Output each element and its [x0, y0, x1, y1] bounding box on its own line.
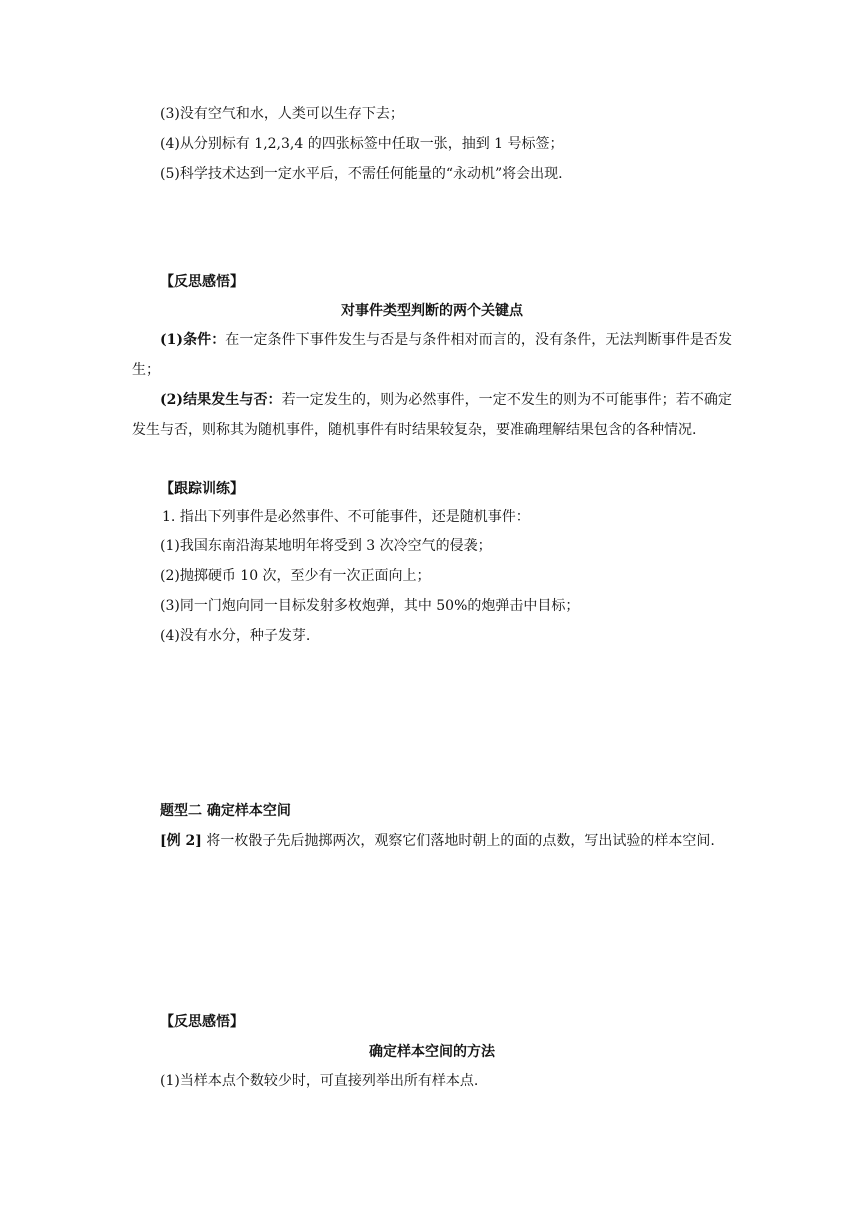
practice-heading: 【跟踪训练】 [160, 481, 244, 497]
reflection-title: 对事件类型判断的两个关键点 [341, 303, 523, 319]
example-label: [例 2] [160, 833, 202, 849]
reflection-point [132, 385, 732, 445]
list-item: (1)我国东南沿海某地明年将受到 3 次冷空气的侵袭； [160, 538, 492, 554]
point-text: 若一定发生的，则为必然事件，一定不发生的则为不可能事件；若不确定发生与否，则称其为随机事件，随机事件有时结果较复杂，要准确理解结果包含的各种情况. [132, 392, 732, 438]
reflection-heading: 【反思感悟】 [160, 274, 244, 290]
reflection-title: 确定样本空间的方法 [369, 1044, 495, 1060]
point-text: 在一定条件下事件发生与否是与条件相对而言的，没有条件，无法判断事件是否发生； [132, 332, 732, 378]
section-heading: 题型二 确定样本空间 [160, 803, 291, 819]
list-item: (5)科学技术达到一定水平后，不需任何能量的“永动机”将会出现. [160, 166, 563, 182]
list-item: (2)抛掷硬币 10 次，至少有一次正面向上； [160, 568, 431, 584]
practice-question: 1. 指出下列事件是必然事件、不可能事件，还是随机事件： [162, 509, 530, 525]
example-text: 将一枚骰子先后抛掷两次，观察它们落地时朝上的面的点数，写出试验的样本空间. [206, 833, 715, 849]
reflection-point [132, 325, 732, 385]
list-item: (3)没有空气和水，人类可以生存下去； [160, 106, 404, 122]
list-item: (3)同一门炮向同一目标发射多枚炮弹，其中 50%的炮弹击中目标； [160, 598, 580, 614]
list-item: (1)当样本点个数较少时，可直接列举出所有样本点. [160, 1073, 479, 1089]
list-item: (4)从分别标有 1,2,3,4 的四张标签中任取一张，抽到 1 号标签； [160, 136, 564, 152]
example-paragraph [132, 826, 732, 856]
point-label: (1)条件： [160, 332, 226, 348]
list-item: (4)没有水分，种子发芽. [160, 628, 311, 644]
point-label: (2)结果发生与否： [160, 392, 282, 408]
reflection-heading: 【反思感悟】 [160, 1014, 244, 1030]
